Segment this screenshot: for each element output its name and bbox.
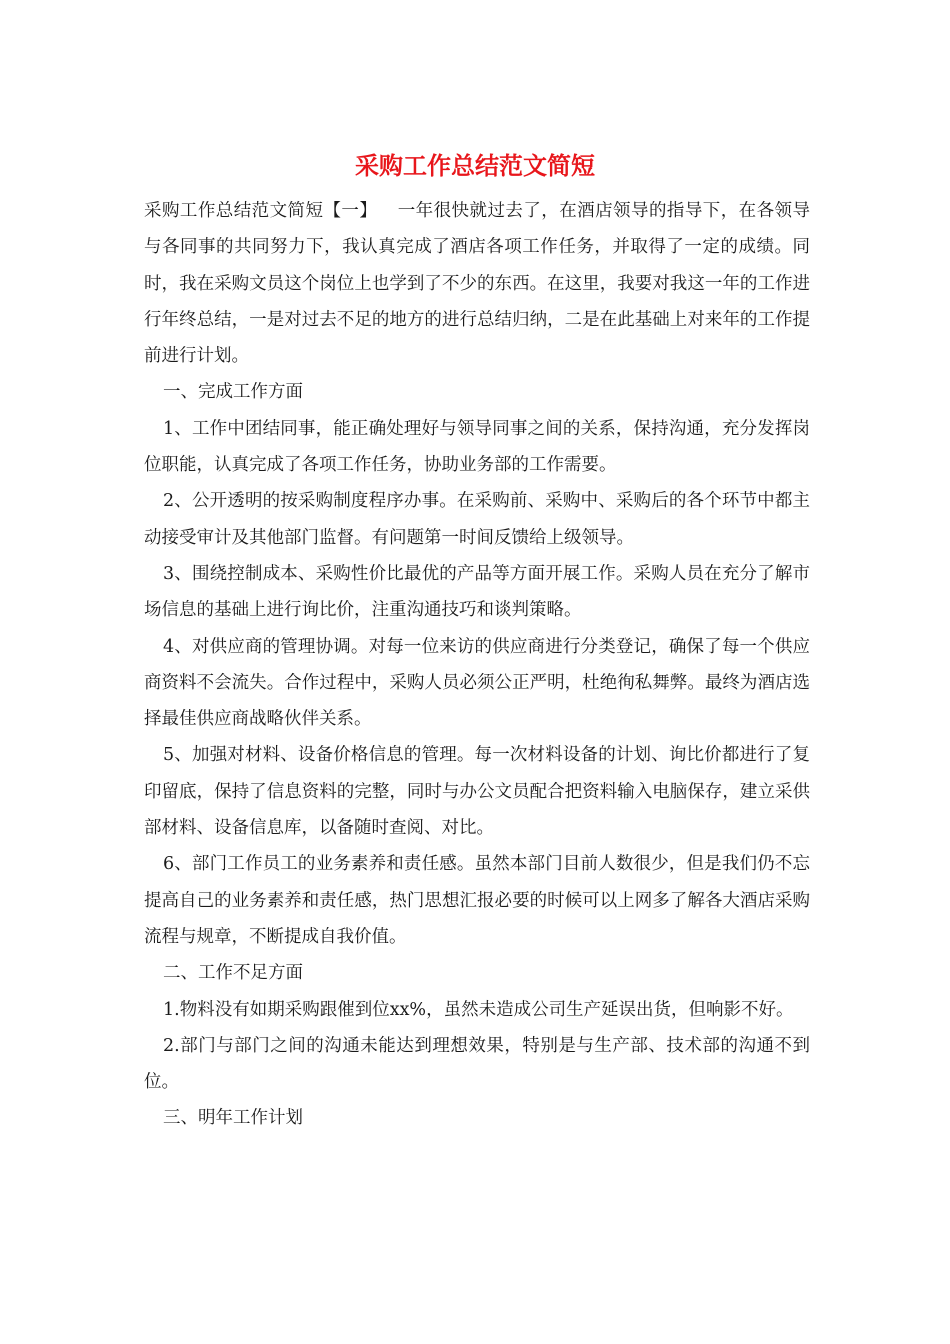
document-body (144, 193, 810, 1137)
intro-paragraph (144, 193, 810, 374)
document-title: 采购工作总结范文简短 (355, 151, 595, 180)
paragraph-item1: 1、工作中团结同事，能正确处理好与领导同事之间的关系，保持沟通，充分发挥岗位职能，认真完成了各项工作任务，协助业务部的工作需要。 (144, 418, 810, 476)
section3-heading: 三、明年工作计划 (163, 1108, 303, 1129)
section1-heading: 一、完成工作方面 (163, 382, 303, 403)
paragraph-item5: 5、加强对材料、设备价格信息的管理。每一次材料设备的计划、询比价都进行了复印留底，保持了信息资料的完整，同时与办公文员配合把资料输入电脑保存，建立采供部材料、设备信息库，以备随时查阅、对比。 (144, 745, 810, 839)
paragraph-item4: 4、对供应商的管理协调。对每一位来访的供应商进行分类登记，确保了每一个供应商资料不会流失。合作过程中，采购人员必须公正严明，杜绝徇私舞弊。最终为酒店选择最佳供应商战略伙伴关系。 (144, 636, 810, 730)
paragraph-item3: 3、围绕控制成本、采购性价比最优的产品等方面开展工作。采购人员在充分了解市场信息的基础上进行询比价，注重沟通技巧和谈判策略。 (144, 563, 810, 621)
paragraph-item2: 2、公开透明的按采购制度程序办事。在采购前、采购中、采购后的各个环节中都主动接受审计及其他部门监督。有问题第一时间反馈给上级领导。 (144, 491, 810, 548)
paragraph-item6: 6、部门工作员工的业务素养和责任感。虽然本部门目前人数很少，但是我们仍不忘提高自己的业务素养和责任感，热门思想汇报必要的时候可以上网多了解各大酒店采购流程与规章，不断提成自我价值。 (144, 854, 810, 947)
intro-label: 采购工作总结范文简短【一】 (144, 201, 378, 221)
paragraph-shortfall1: 1.物料没有如期采购跟催到位xx%，虽然未造成公司生产延误出货，但响影不好。 (163, 999, 794, 1020)
intro-text: 一年很快就过去了，在酒店领导的指导下，在各领导与各同事的共同努力下，我认真完成了酒店各项工作任务，并取得了一定的成绩。同时，我在采购文员这个岗位上也学到了不少的东西。在这里，我要对我这一年的工作进行年终总结，一是对过去不足的地方的进行总结归纳，二是在此基础上对来年的工作提前进行计划。 (144, 201, 811, 367)
paragraph-shortfall2: 2.部门与部门之间的沟通未能达到理想效果，特别是与生产部、技术部的沟通不到位。 (144, 1035, 810, 1093)
section2-heading: 二、工作不足方面 (163, 963, 303, 984)
